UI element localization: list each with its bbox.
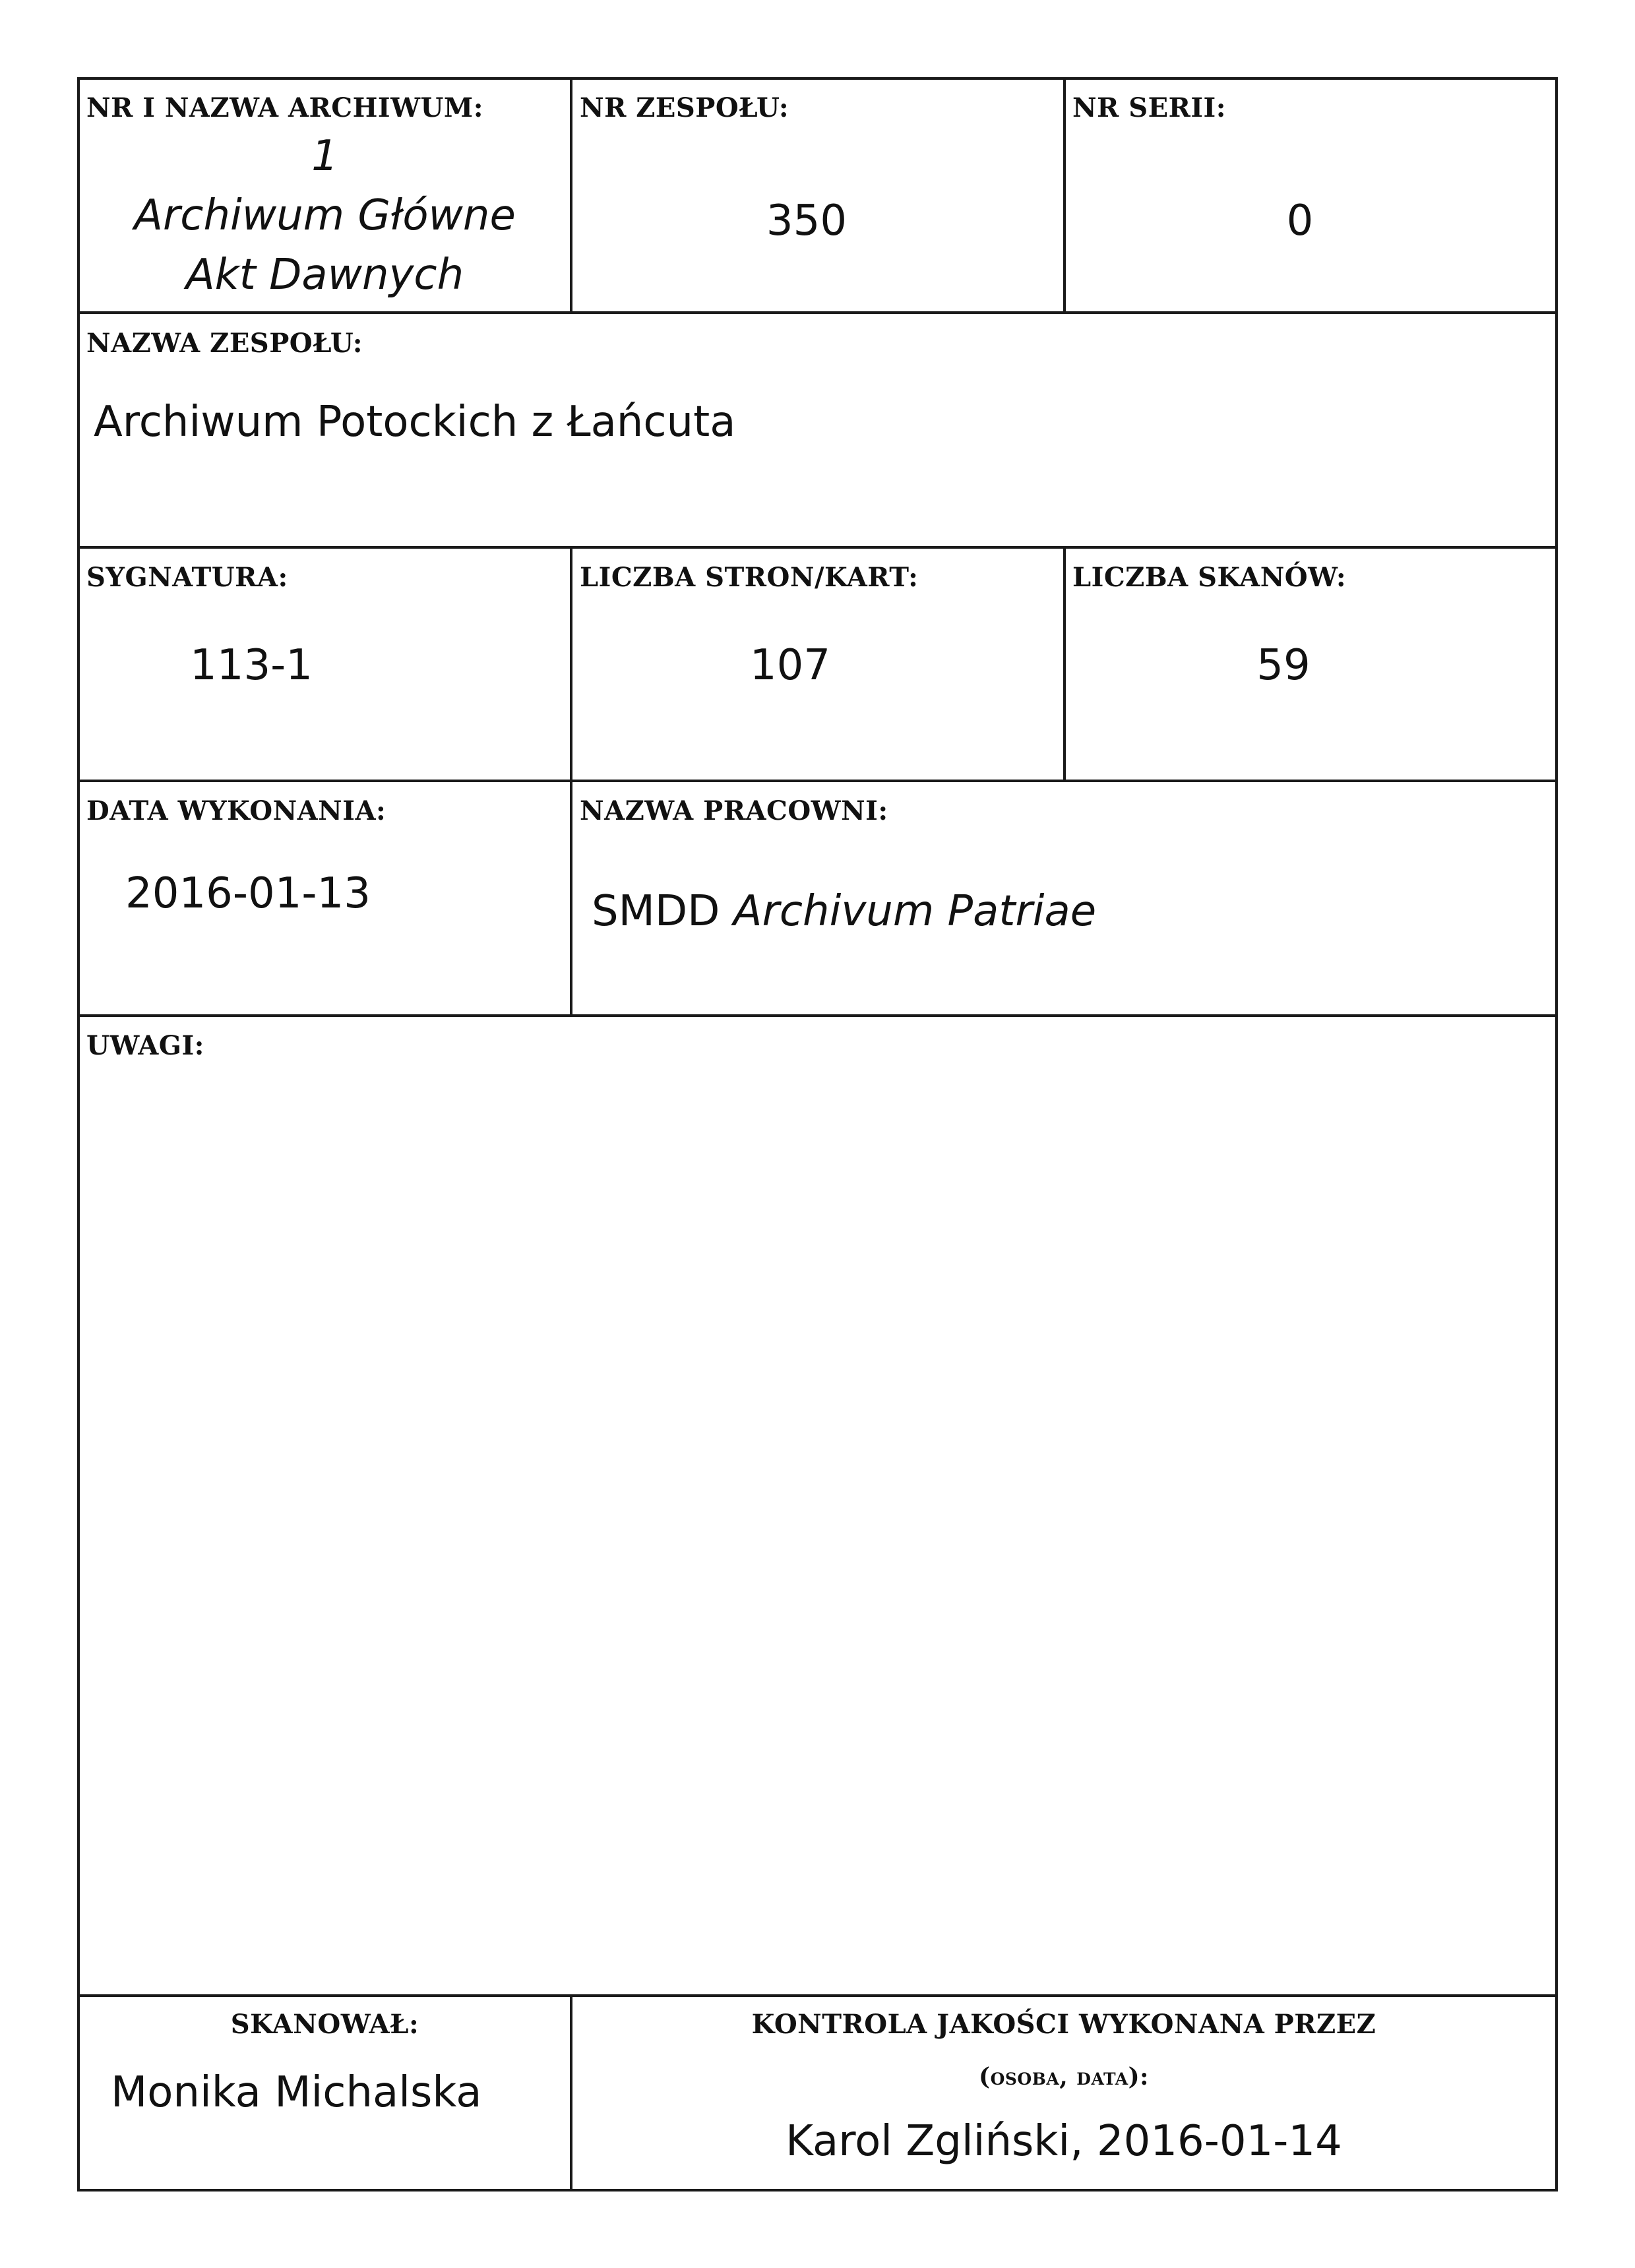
fond-name-label: NAZWA ZESPOŁU: <box>86 328 363 359</box>
series-number-label: NR SERII: <box>1072 92 1227 123</box>
archive-number-value: 1 <box>311 132 338 181</box>
page-count-value: 107 <box>749 641 831 690</box>
signature-label: SYGNATURA: <box>86 562 288 593</box>
notes-label: UWAGI: <box>86 1030 204 1061</box>
col-divider-r4 <box>570 780 572 1016</box>
workshop-name-italic: Archivum Patriae <box>733 887 1097 936</box>
fond-name-value: Archiwum Potockich z Łańcuta <box>94 398 736 446</box>
scanned-by-label: SKANOWAŁ: <box>230 2009 419 2040</box>
archive-name-line2-value: Akt Dawnych <box>185 251 464 299</box>
fond-number-label: NR ZESPOŁU: <box>580 92 789 123</box>
date-done-value: 2016-01-13 <box>125 869 371 918</box>
quality-control-label: KONTROLA JAKOŚCI WYKONANA PRZEZ <box>751 2009 1376 2040</box>
scanned-by-value: Monika Michalska <box>111 2068 482 2117</box>
signature-value: 113-1 <box>190 641 313 690</box>
workshop-name-label: NAZWA PRACOWNI: <box>580 795 888 826</box>
row-divider-3 <box>77 780 1558 782</box>
quality-control-sublabel: (osoba, data): <box>979 2063 1149 2091</box>
row-divider-2 <box>77 546 1558 549</box>
col-divider-r1-b <box>1063 77 1066 313</box>
page-count-label: LICZBA STRON/KART: <box>580 562 919 593</box>
date-done-label: DATA WYKONANIA: <box>86 795 386 826</box>
row-divider-5 <box>77 1994 1558 1997</box>
form-frame <box>77 77 1558 2191</box>
archive-name-line1-value: Archiwum Główne <box>134 191 516 240</box>
workshop-name-value <box>592 887 1096 936</box>
row-divider-1 <box>77 311 1558 314</box>
workshop-prefix: SMDD <box>592 887 720 936</box>
quality-control-value: Karol Zgliński, 2016-01-14 <box>786 2117 1342 2166</box>
series-number-value: 0 <box>1286 197 1314 245</box>
fond-number-value: 350 <box>766 197 848 245</box>
archive-label: NR I NAZWA ARCHIWUM: <box>86 92 483 123</box>
scan-count-value: 59 <box>1256 641 1311 690</box>
row-divider-4 <box>77 1014 1558 1017</box>
col-divider-r1-a <box>570 77 572 313</box>
scan-count-label: LICZBA SKANÓW: <box>1072 562 1347 593</box>
